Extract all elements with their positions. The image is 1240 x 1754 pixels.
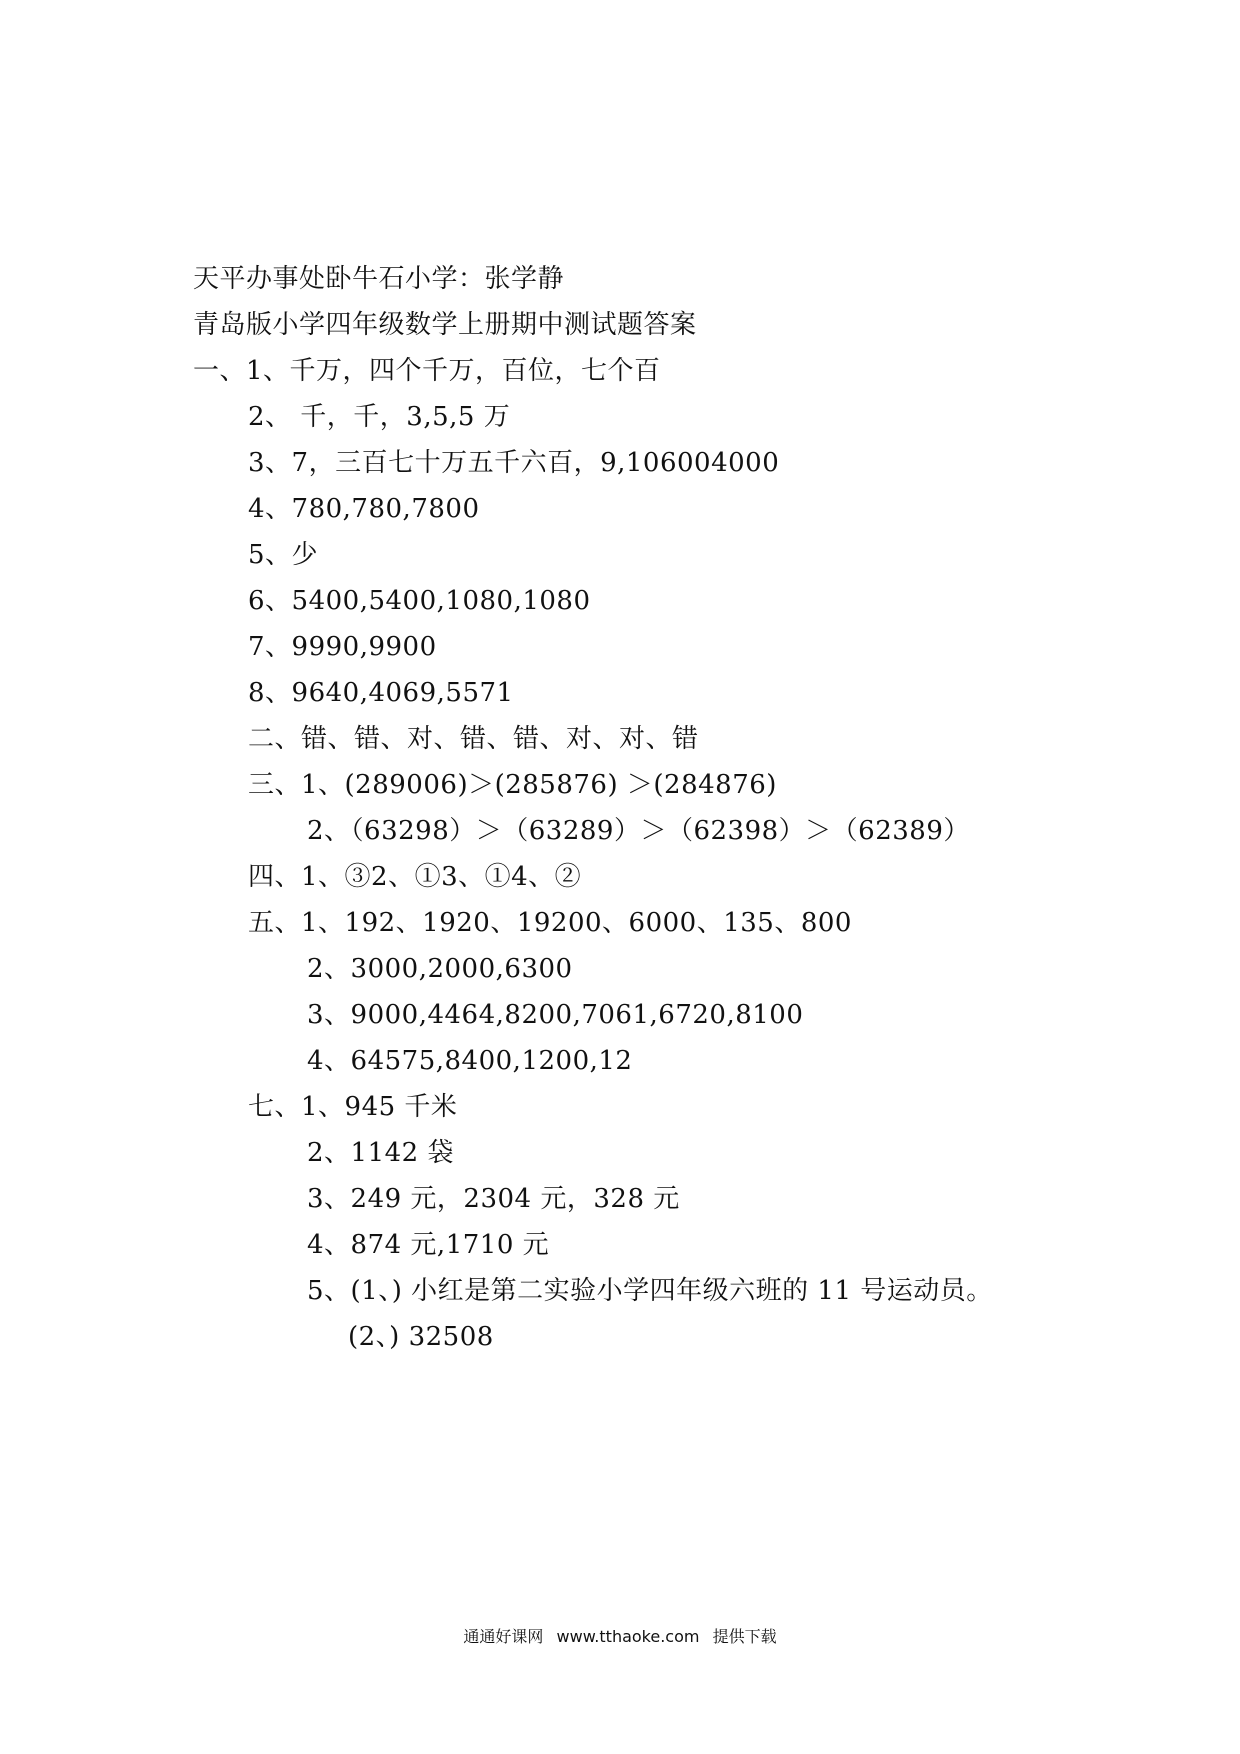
footer	[0, 1624, 1240, 1647]
answer-line-1-7: 7、9990,9900	[248, 632, 437, 662]
answer-line-7-1: 七、1、945 千米	[248, 1092, 458, 1122]
answer-line-5-3: 3、9000,4464,8200,7061,6720,8100	[307, 1000, 804, 1030]
answer-line-7-5-1: 5、(1、) 小红是第二实验小学四年级六班的 11 号运动员。	[307, 1276, 993, 1306]
answer-line-2: 二、错、错、对、错、错、对、对、错	[248, 724, 699, 754]
answer-line-1-3: 3、7，三百七十万五千六百，9,106004000	[248, 448, 780, 478]
author-line: 天平办事处卧牛石小学：张学静	[193, 264, 565, 294]
answer-line-4: 四、1、③2、①3、①4、②	[248, 862, 582, 892]
answer-line-1-1: 一、1、千万，四个千万，百位，七个百	[193, 356, 661, 386]
answer-line-5-2: 2、3000,2000,6300	[307, 954, 573, 984]
footer-suffix: 提供下载	[712, 1627, 777, 1646]
answer-line-5-1: 五、1、192、1920、19200、6000、135、800	[248, 908, 852, 938]
answer-line-1-2: 2、 千，千，3,5,5 万	[248, 402, 511, 432]
answer-line-3-2: 2、（63298）＞（63289）＞（62398）＞（62389）	[307, 816, 970, 846]
answer-line-1-8: 8、9640,4069,5571	[248, 678, 514, 708]
answer-line-7-5-2: (2、) 32508	[348, 1322, 494, 1352]
answer-line-7-2: 2、1142 袋	[307, 1138, 454, 1168]
answer-line-5-4: 4、64575,8400,1200,12	[307, 1046, 633, 1076]
answer-line-7-3: 3、249 元，2304 元，328 元	[307, 1184, 680, 1214]
page-title: 青岛版小学四年级数学上册期中测试题答案	[193, 310, 697, 340]
footer-site-name: 通通好课网	[463, 1627, 544, 1646]
answer-line-1-4: 4、780,780,7800	[248, 494, 480, 524]
answer-line-1-5: 5、少	[248, 540, 319, 570]
answer-line-3-1: 三、1、(289006)＞(285876) ＞(284876)	[248, 770, 777, 800]
answer-line-1-6: 6、5400,5400,1080,1080	[248, 586, 591, 616]
answer-line-7-4: 4、874 元,1710 元	[307, 1230, 550, 1260]
footer-url-link[interactable]: www.tthaoke.com	[556, 1627, 700, 1646]
